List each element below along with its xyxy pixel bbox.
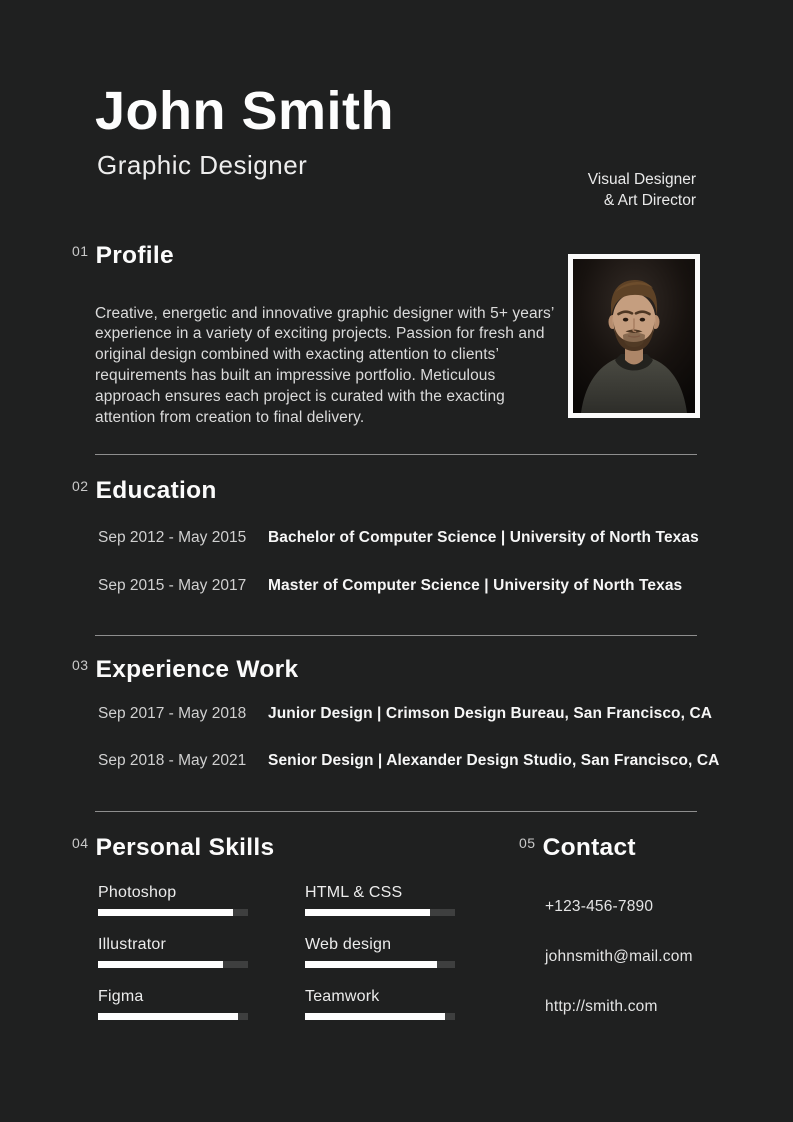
skill-bar bbox=[98, 909, 248, 916]
education-dates: Sep 2015 - May 2017 bbox=[98, 577, 247, 594]
education-detail: Bachelor of Computer Science | University of North Texas bbox=[268, 529, 699, 546]
skill-item bbox=[305, 936, 455, 968]
section-number: 01 bbox=[72, 243, 89, 259]
contact-list bbox=[545, 898, 693, 1048]
education-row bbox=[98, 529, 699, 547]
skill-item bbox=[305, 884, 455, 916]
skill-bar-fill bbox=[305, 909, 430, 916]
section-title-education: Education bbox=[95, 477, 217, 504]
skill-bar-fill bbox=[98, 909, 233, 916]
profile-photo bbox=[568, 254, 700, 418]
skill-bar bbox=[305, 961, 455, 968]
section-number: 05 bbox=[519, 835, 536, 851]
skill-item bbox=[98, 988, 248, 1020]
skill-bar-fill bbox=[305, 961, 437, 968]
profile-photo-illustration bbox=[573, 259, 695, 413]
section-education-heading bbox=[72, 477, 217, 505]
section-title-skills: Personal Skills bbox=[95, 834, 275, 861]
skill-bar bbox=[98, 961, 248, 968]
section-profile-heading bbox=[72, 242, 174, 270]
education-dates: Sep 2012 - May 2015 bbox=[98, 529, 247, 546]
contact-website: http://smith.com bbox=[545, 998, 658, 1015]
person-role: Graphic Designer bbox=[97, 150, 308, 180]
experience-dates: Sep 2018 - May 2021 bbox=[98, 752, 247, 769]
section-number: 04 bbox=[72, 835, 89, 851]
divider bbox=[95, 454, 697, 455]
education-row bbox=[98, 577, 682, 595]
experience-row bbox=[98, 752, 719, 770]
skills-column-right bbox=[305, 884, 455, 1040]
skill-label: Figma bbox=[98, 988, 144, 1005]
experience-dates: Sep 2017 - May 2018 bbox=[98, 705, 247, 722]
section-contact-heading bbox=[519, 834, 636, 862]
skill-bar bbox=[305, 909, 455, 916]
experience-detail: Senior Design | Alexander Design Studio, San Francisco, CA bbox=[268, 752, 720, 769]
profile-summary: Creative, energetic and innovative graphic designer with 5+ years’ experience in a variety of exciting projects. Passion for fresh and original design combined with exacting attention to clients’ requirements has built an impressive portfolio. Meticulous approach ensures each project is curated with the exacting attention from creation to final delivery. bbox=[95, 304, 554, 427]
person-name: John Smith bbox=[95, 81, 394, 141]
contact-phone: +123-456-7890 bbox=[545, 898, 654, 915]
divider bbox=[95, 635, 697, 636]
section-title-profile: Profile bbox=[95, 242, 174, 269]
education-detail: Master of Computer Science | University of North Texas bbox=[268, 577, 683, 594]
skill-label: Web design bbox=[305, 936, 392, 953]
skill-item bbox=[305, 988, 455, 1020]
tagline-line1: Visual Designer bbox=[587, 171, 696, 188]
skill-bar-fill bbox=[98, 961, 223, 968]
skill-label: Teamwork bbox=[305, 988, 380, 1005]
tagline bbox=[588, 169, 696, 211]
skill-label: Illustrator bbox=[98, 936, 166, 953]
skill-item bbox=[98, 884, 248, 916]
skill-item bbox=[98, 936, 248, 968]
skill-bar-fill bbox=[98, 1013, 238, 1020]
section-number: 03 bbox=[72, 657, 89, 673]
section-title-experience: Experience Work bbox=[95, 656, 299, 683]
tagline-line2: & Art Director bbox=[603, 192, 696, 209]
skill-bar bbox=[98, 1013, 248, 1020]
section-skills-heading bbox=[72, 834, 274, 862]
section-experience-heading bbox=[72, 656, 298, 684]
experience-row bbox=[98, 705, 712, 723]
section-number: 02 bbox=[72, 478, 89, 494]
skill-label: HTML & CSS bbox=[305, 884, 403, 901]
section-title-contact: Contact bbox=[542, 834, 636, 861]
skills-column-left bbox=[98, 884, 248, 1040]
skill-label: Photoshop bbox=[98, 884, 177, 901]
skill-bar bbox=[305, 1013, 455, 1020]
divider bbox=[95, 811, 697, 812]
contact-email: johnsmith@mail.com bbox=[545, 948, 693, 965]
skill-bar-fill bbox=[305, 1013, 445, 1020]
experience-detail: Junior Design | Crimson Design Bureau, San Francisco, CA bbox=[268, 705, 713, 722]
